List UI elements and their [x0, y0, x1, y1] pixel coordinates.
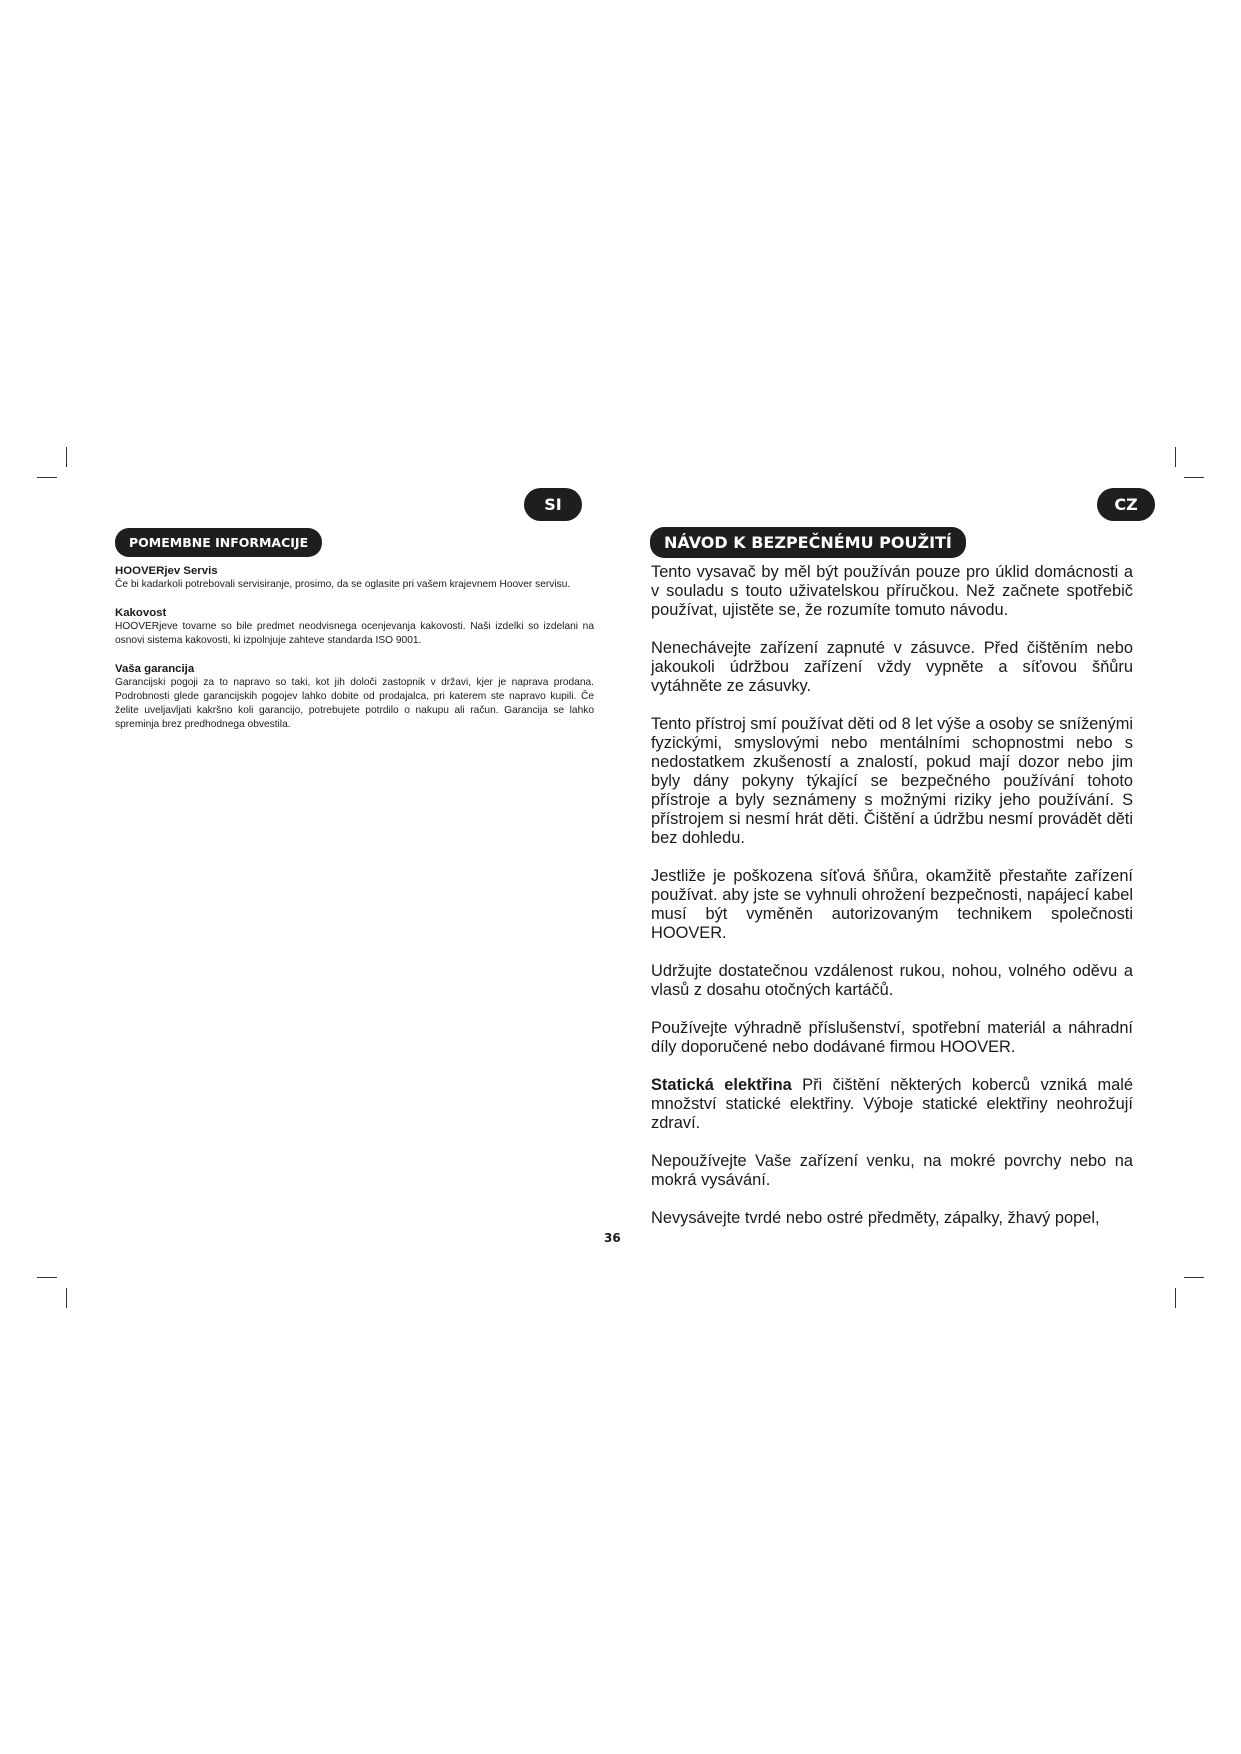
crop-mark — [37, 1277, 57, 1278]
crop-mark — [1175, 1288, 1176, 1308]
page-number: 36 — [604, 1231, 621, 1245]
cz-paragraph: Tento přístroj smí používat děti od 8 let výše a osoby se sníženými fyzickými, smyslovými nebo mentálními schopnostmi nebo s nedostatkem zkušeností a znalostí, pokud mají dozor nebo jim byly dány pokyny týkající se bezpečného používání tohoto přístroje a byly seznámeny s možnými riziky jeho používání. S přístrojem si nesmí hrát děti. Čištění a údržbu nesmí provádět děti bez dohledu. — [651, 715, 1133, 847]
si-section-title: HOOVERjev Servis — [115, 565, 218, 577]
cz-paragraph: Nevysávejte tvrdé nebo ostré předměty, zápalky, žhavý popel, — [651, 1209, 1100, 1227]
si-section-quality — [115, 606, 594, 648]
si-section-body: HOOVERjeve tovarne so bile predmet neodvisnega ocenjevanja kakovosti. Naši izdelki so izdelani na osnovi sistema kakovosti, ki izpolnjuje zahteve standarda ISO 9001. — [115, 621, 594, 646]
cz-paragraph-static — [651, 1076, 1133, 1133]
cz-section-header: NÁVOD K BEZPEČNÉMU POUŽITÍ — [650, 527, 966, 558]
si-section-body: Garancijski pogoji za to napravo so taki, kot jih določi zastopnik v državi, kjer je naprava prodana. Podrobnosti glede garancijskih pogojev lahko dobite od prodajalca, pri katerem ste napravo kupili. Če želite uveljavljati kakršno koli garancijo, potrebujete potrdilo o nakupu ali račun. Garancija se lahko spreminja brez predhodnega obvestila. — [115, 677, 594, 730]
crop-mark — [66, 447, 67, 467]
cz-paragraph: Udržujte dostatečnou vzdálenost rukou, nohou, volného oděvu a vlasů z dosahu otočných kartáčů. — [651, 962, 1133, 999]
si-section-title: Vaša garancija — [115, 663, 195, 675]
crop-mark — [1175, 447, 1176, 467]
si-section-header: POMEMBNE INFORMACIJE — [115, 528, 322, 557]
static-electricity-label: Statická elektřina — [651, 1076, 792, 1094]
si-section-body: Če bi kadarkoli potrebovali servisiranje, prosimo, da se oglasite pri vašem krajevnem Hoover servisu. — [115, 579, 571, 590]
si-section-service — [115, 564, 594, 592]
language-badge-si: SI — [524, 488, 582, 521]
crop-mark — [1184, 477, 1204, 478]
cz-paragraph: Jestliže je poškozena síťová šňůra, okamžitě přestaňte zařízení používat. aby jste se vyhnuli ohrožení bezpečnosti, napájecí kabel musí být vyměněn autorizovaným technikem společnosti HOOVER. — [651, 867, 1133, 942]
si-section-warranty — [115, 662, 594, 732]
si-column — [115, 564, 594, 746]
cz-paragraph: Nepoužívejte Vaše zařízení venku, na mokré povrchy nebo na mokrá vysávání. — [651, 1152, 1133, 1189]
language-badge-cz: CZ — [1097, 488, 1155, 521]
si-section-title: Kakovost — [115, 607, 167, 619]
static-electricity-text: Při čištění některých koberců vzniká malé množství statické elektřiny. Výboje statické elektřiny neohrožují zdraví. — [651, 1076, 1133, 1132]
cz-paragraph: Tento vysavač by měl být používán pouze pro úklid domácnosti a v souladu s touto uživatelskou příručkou. Než začnete spotřebič používat, ujistěte se, že rozumíte tomuto návodu. — [651, 563, 1133, 619]
crop-mark — [37, 477, 57, 478]
cz-paragraph: Nenechávejte zařízení zapnuté v zásuvce. Před čištěním nebo jakoukoli údržbou zařízení vždy vypněte a síťovou šňůru vytáhněte ze zásuvky. — [651, 639, 1133, 695]
crop-mark — [1184, 1277, 1204, 1278]
crop-mark — [66, 1288, 67, 1308]
cz-paragraph: Používejte výhradně příslušenství, spotřební materiál a náhradní díly doporučené nebo dodávané firmou HOOVER. — [651, 1019, 1133, 1056]
cz-column — [651, 563, 1133, 1247]
